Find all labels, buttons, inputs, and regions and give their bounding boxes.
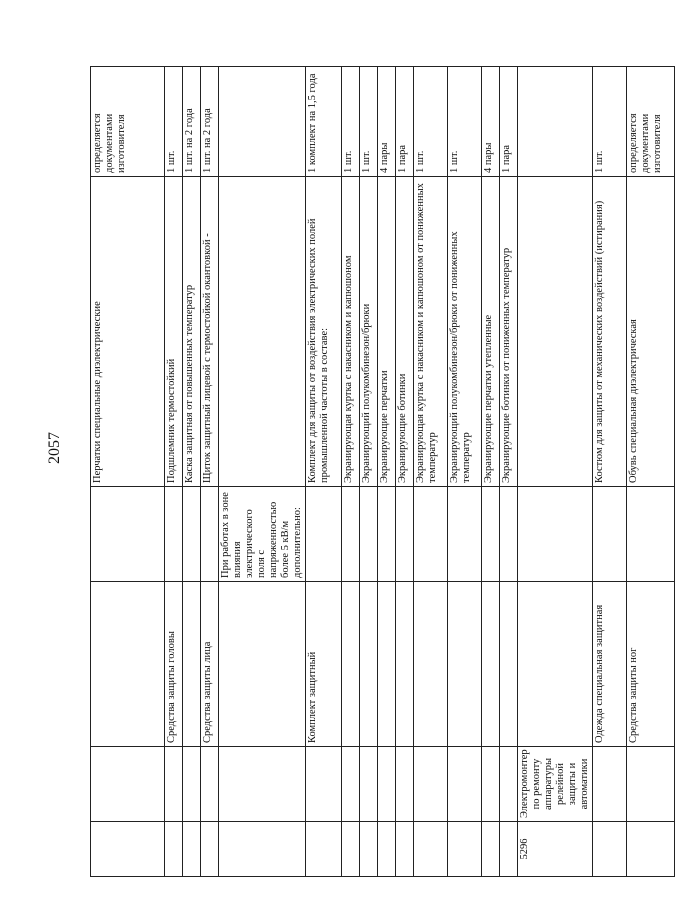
cell-item: Экранирующие ботинки от пониженных температур	[500, 177, 518, 487]
cell-condition	[482, 487, 500, 582]
cell-condition	[165, 487, 183, 582]
table-row	[360, 67, 378, 877]
cell-norm: 1 шт. на 2 года	[201, 67, 219, 177]
cell-code	[500, 822, 518, 877]
cell-item	[219, 177, 306, 487]
page-number: 2057	[46, 432, 63, 464]
cell-type: Одежда специальная защитная	[593, 582, 627, 747]
table-row	[342, 67, 360, 877]
cell-profession	[219, 747, 306, 822]
cell-condition	[448, 487, 482, 582]
cell-condition	[593, 487, 627, 582]
cell-condition	[183, 487, 201, 582]
cell-type	[342, 582, 360, 747]
cell-norm: 1 шт.	[414, 67, 448, 177]
cell-condition	[91, 487, 165, 582]
cell-condition	[500, 487, 518, 582]
cell-item: Экранирующая куртка с накасником и капюшоном	[342, 177, 360, 487]
cell-profession	[482, 747, 500, 822]
cell-type	[183, 582, 201, 747]
table-row	[500, 67, 518, 877]
cell-code	[165, 822, 183, 877]
table-row	[183, 67, 201, 877]
cell-type	[219, 582, 306, 747]
cell-profession	[342, 747, 360, 822]
table-row	[91, 67, 165, 877]
cell-profession	[396, 747, 414, 822]
cell-condition	[342, 487, 360, 582]
cell-norm: определяется документами изготовителя	[91, 67, 165, 177]
cell-item: Щиток защитный лицевой с термостойкой окантовкой -	[201, 177, 219, 487]
cell-norm	[219, 67, 306, 177]
cell-item: Подшлемник термостойкий	[165, 177, 183, 487]
cell-condition	[201, 487, 219, 582]
cell-type	[378, 582, 396, 747]
cell-code	[627, 822, 675, 877]
cell-profession	[91, 747, 165, 822]
table-row	[378, 67, 396, 877]
cell-code	[183, 822, 201, 877]
cell-profession	[183, 747, 201, 822]
cell-norm: 1 шт.	[448, 67, 482, 177]
cell-profession	[448, 747, 482, 822]
cell-item: Экранирующие перчатки утепленные	[482, 177, 500, 487]
cell-profession	[414, 747, 448, 822]
cell-profession	[500, 747, 518, 822]
cell-type: Комплект защитный	[306, 582, 342, 747]
cell-condition	[627, 487, 675, 582]
cell-code	[201, 822, 219, 877]
cell-norm: определяется документами изготовителя	[627, 67, 675, 177]
table-row	[165, 67, 183, 877]
cell-type	[396, 582, 414, 747]
cell-condition	[414, 487, 448, 582]
table-row	[518, 67, 593, 877]
cell-code	[396, 822, 414, 877]
cell-profession	[306, 747, 342, 822]
cell-code	[414, 822, 448, 877]
cell-code	[448, 822, 482, 877]
cell-item: Каска защитная от повышенных температур	[183, 177, 201, 487]
table-row	[414, 67, 448, 877]
cell-item: Обувь специальная диэлектрическая	[627, 177, 675, 487]
cell-profession	[378, 747, 396, 822]
norms-table-body	[91, 67, 675, 877]
cell-condition	[360, 487, 378, 582]
cell-norm: 1 шт.	[360, 67, 378, 177]
cell-norm: 1 шт. на 2 года	[183, 67, 201, 177]
cell-norm: 4 пары	[378, 67, 396, 177]
cell-type	[448, 582, 482, 747]
cell-condition	[396, 487, 414, 582]
cell-condition: При работах в зоне влияния электрического поля с напряженностью более 5 кВ/м дополнительно:	[219, 487, 306, 582]
cell-code: 5296	[518, 822, 593, 877]
cell-code	[482, 822, 500, 877]
cell-condition	[378, 487, 396, 582]
cell-profession	[593, 747, 627, 822]
cell-condition	[306, 487, 342, 582]
cell-norm: 1 пара	[396, 67, 414, 177]
cell-type: Средства защиты лица	[201, 582, 219, 747]
cell-item: Костюм для защиты от механических воздействий (истирания)	[593, 177, 627, 487]
table-row	[219, 67, 306, 877]
cell-type	[414, 582, 448, 747]
cell-code	[91, 822, 165, 877]
cell-item	[518, 177, 593, 487]
rotated-table-container	[90, 67, 663, 877]
cell-type	[482, 582, 500, 747]
cell-norm: 4 пары	[482, 67, 500, 177]
cell-profession: Электромонтер по ремонту аппаратуры релейной защиты и автоматики	[518, 747, 593, 822]
table-row	[306, 67, 342, 877]
cell-type	[500, 582, 518, 747]
cell-condition	[518, 487, 593, 582]
cell-item: Перчатки специальные диэлектрические	[91, 177, 165, 487]
table-row	[627, 67, 675, 877]
cell-code	[360, 822, 378, 877]
table-row	[593, 67, 627, 877]
cell-code	[593, 822, 627, 877]
cell-item: Экранирующая куртка с накасником и капюшоном от пониженных температур	[414, 177, 448, 487]
table-row	[201, 67, 219, 877]
cell-item: Комплект для защиты от воздействия электрических полей промышленной частоты в составе:	[306, 177, 342, 487]
cell-norm: 1 шт.	[165, 67, 183, 177]
cell-profession	[201, 747, 219, 822]
table-row	[482, 67, 500, 877]
cell-item: Экранирующие ботинки	[396, 177, 414, 487]
cell-norm: 1 комплект на 1,5 года	[306, 67, 342, 177]
cell-norm: 1 пара	[500, 67, 518, 177]
cell-code	[342, 822, 360, 877]
cell-profession	[165, 747, 183, 822]
cell-norm	[518, 67, 593, 177]
cell-norm: 1 шт.	[593, 67, 627, 177]
table-row	[448, 67, 482, 877]
cell-code	[378, 822, 396, 877]
cell-type: Средства защиты головы	[165, 582, 183, 747]
norms-table	[90, 66, 675, 877]
cell-code	[306, 822, 342, 877]
cell-type: Средства защиты ног	[627, 582, 675, 747]
cell-item: Экранирующий полукомбинезон/брюки от пониженных температур	[448, 177, 482, 487]
cell-norm: 1 шт.	[342, 67, 360, 177]
cell-item: Экранирующий полукомбинезон/брюки	[360, 177, 378, 487]
cell-profession	[627, 747, 675, 822]
cell-code	[219, 822, 306, 877]
table-row	[396, 67, 414, 877]
cell-type	[518, 582, 593, 747]
cell-item: Экранирующие перчатки	[378, 177, 396, 487]
cell-type	[360, 582, 378, 747]
cell-profession	[360, 747, 378, 822]
cell-type	[91, 582, 165, 747]
